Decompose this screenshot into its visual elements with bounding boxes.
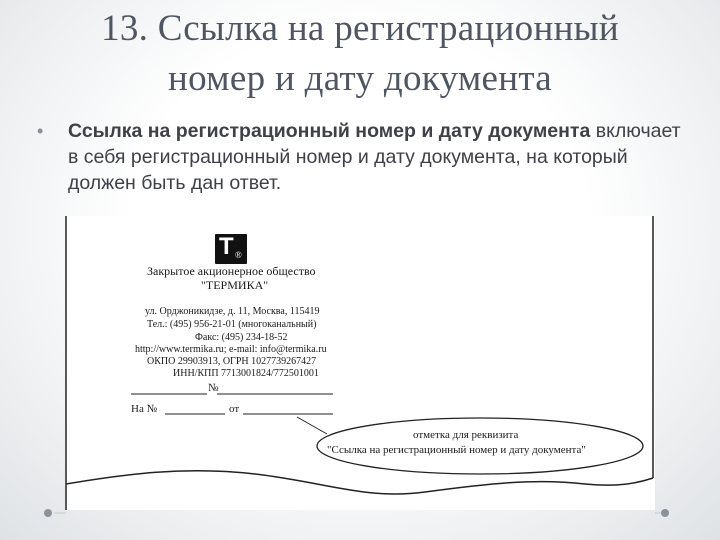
bullet-regular-text: включает в себя регистрационный номер и дату документа, на который должен быть дан ответ. [68,120,681,194]
company-address: ул. Орджоникидзе, д. 11, Москва, 115419 [145,306,320,317]
doc-ref-from: от [229,403,240,415]
slide-title-line2: номер и дату документа [167,58,553,99]
company-web: http://www.termika.ru; e-mail: info@termika.ru [135,344,327,355]
logo-letter: Т [219,233,234,260]
company-fax: Факс: (495) 234-18-52 [195,332,288,343]
document-sample-image [65,216,655,510]
slide-title-line1: 13. Ссылка на регистрационный [101,8,619,49]
doc-number-sign: № [208,382,219,394]
logo-registered-mark: ® [235,250,242,260]
slide-title [20,4,700,104]
bullet-paragraph [38,118,688,196]
bullet-icon: • [37,121,44,141]
doc-ref-prefix: На № [131,403,158,415]
footer-dot-right [661,509,669,517]
company-type: Закрытое акционерное общество [147,264,316,278]
footer-dot-left [44,509,52,517]
company-okpo: ОКПО 29903913, ОГРН 1027739267427 [147,356,317,367]
company-inn: ИНН/КПП 7713001824/772501001 [173,368,319,379]
bullet-bold-text: Ссылка на регистрационный номер и дату документа [68,120,591,142]
callout-label: отметка для реквизита [413,429,519,441]
company-name: "ТЕРМИКА" [201,278,269,292]
footer-line-left [54,512,66,514]
company-phone: Тел.: (495) 956-21-01 (многоканальный) [147,319,317,330]
callout-requisite-name: "Ссылка на регистрационный номер и дату документа" [327,444,586,456]
bullet-text [68,118,688,196]
